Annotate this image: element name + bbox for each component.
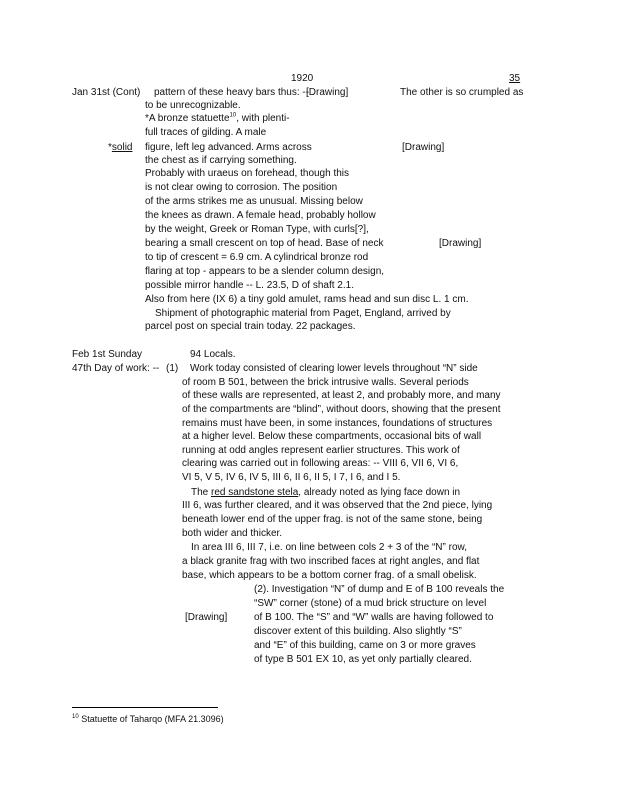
text-line: The red sandstone stela, already noted as lying face down in <box>191 487 461 498</box>
text-line: 94 Locals. <box>190 349 236 360</box>
text-line: of these walls are represented, at least 2, and probably more, and many <box>182 390 501 401</box>
text-line: and “E” of this building, came on 3 or more graves <box>254 640 476 651</box>
text-line: a black granite frag with two inscribed faces at right angles, and flat <box>182 556 480 567</box>
footnote-divider <box>72 707 218 708</box>
text-line: Work today consisted of clearing lower levels throughout “N” side <box>190 363 478 374</box>
text-line: of the arms strikes me as unusual. Missing below <box>145 196 363 207</box>
entry-date: Jan 31st (Cont) <box>72 87 141 98</box>
text-line: Also from here (IX 6) a tiny gold amulet, rams head and sun disc L. 1 cm. <box>145 294 469 305</box>
text-line: pattern of these heavy bars thus: -- <box>154 87 310 98</box>
text-line: clearing was carried out in following areas: -- VIII 6, VII 6, VI 6, <box>182 458 459 469</box>
text-line: In area III 6, III 7, i.e. on line between cols 2 + 3 of the “N” row, <box>191 542 467 553</box>
footnote-marker: 10 <box>72 714 79 720</box>
text-line: of room B 501, between the brick intrusive walls. Several periods <box>182 377 469 388</box>
text-line: of the compartments are “blind”, without doors, showing that the present <box>182 404 501 415</box>
drawing-placeholder: [Drawing] <box>306 87 349 98</box>
text-line: at a higher level. Below these compartments, occasional bits of wall <box>182 431 482 442</box>
page-year: 1920 <box>291 73 314 84</box>
text-line: both wider and thicker. <box>182 528 283 539</box>
day-label: 47th Day of work: -- <box>72 363 160 374</box>
text-line: The other is so crumpled as <box>400 87 524 98</box>
text-line: the knees as drawn. A female head, probably hollow <box>145 210 376 221</box>
margin-note: *solid <box>108 142 133 153</box>
text-line: possible mirror handle -- L. 23.5, D of shaft 2.1. <box>145 280 354 291</box>
text-line: base, which appears to be a bottom corner frag. of a small obelisk. <box>182 570 477 581</box>
text-line: to tip of crescent = 6.9 cm. A cylindrical bronze rod <box>145 252 369 263</box>
text-line: beneath lower end of the upper frag. is not of the same stone, being <box>182 514 483 525</box>
text-line: III 6, was further cleared, and it was observed that the 2nd piece, lying <box>182 500 493 511</box>
text-line: is not clear owing to corrosion. The position <box>145 182 338 193</box>
footnote-text: Statuette of Taharqo (MFA 21.3096) <box>81 714 224 724</box>
text-line: the chest as if carrying something. <box>145 155 297 166</box>
text-line: Probably with uraeus on forehead, though this <box>145 168 350 179</box>
page-number: 35 <box>509 73 521 84</box>
text-line: running at odd angles represent earlier structures. This work of <box>182 445 460 456</box>
text-line: full traces of gilding. A male <box>145 127 267 138</box>
item-number: (1) <box>166 363 179 374</box>
text-line: *A bronze statuette$^{10}$, with plenti- <box>145 112 290 124</box>
drawing-placeholder: [Drawing] <box>185 612 228 623</box>
footnote <box>72 713 224 726</box>
text-line: Shipment of photographic material from Paget, England, arrived by <box>155 308 451 319</box>
text-line: by the weight, Greek or Roman Type, with curls[?], <box>145 224 369 235</box>
drawing-placeholder: [Drawing] <box>439 238 482 249</box>
text-line: “SW” corner (stone) of a mud brick structure on level <box>254 598 487 609</box>
text-line: discover extent of this building. Also slightly “S” <box>254 626 462 637</box>
text-line: bearing a small crescent on top of head. Base of neck <box>145 238 384 249</box>
text-line: (2). Investigation “N” of dump and E of B 100 reveals the <box>254 584 505 595</box>
text-line: figure, left leg advanced. Arms across <box>145 142 312 153</box>
footnote-reference: 10 <box>229 112 237 119</box>
text-line: of B 100. The “S” and “W” walls are having followed to <box>254 612 494 623</box>
text-line: parcel post on special train today. 22 packages. <box>145 321 356 332</box>
entry-date: Feb 1st Sunday <box>72 349 143 360</box>
text-line: flaring at top - appears to be a slender column design, <box>145 266 385 277</box>
drawing-placeholder: [Drawing] <box>402 142 445 153</box>
underlined-term: red sandstone stela <box>211 487 299 498</box>
text-line: of type B 501 EX 10, as yet only partially cleared. <box>254 654 472 665</box>
text-line: to be unrecognizable. <box>145 100 241 111</box>
text-line: VI 5, V 5, IV 6, IV 5, III 6, II 6, II 5, I 7, I 6, and I 5. <box>182 472 401 483</box>
text-line: remains must have been, in some instances, foundations of structures <box>182 418 493 429</box>
